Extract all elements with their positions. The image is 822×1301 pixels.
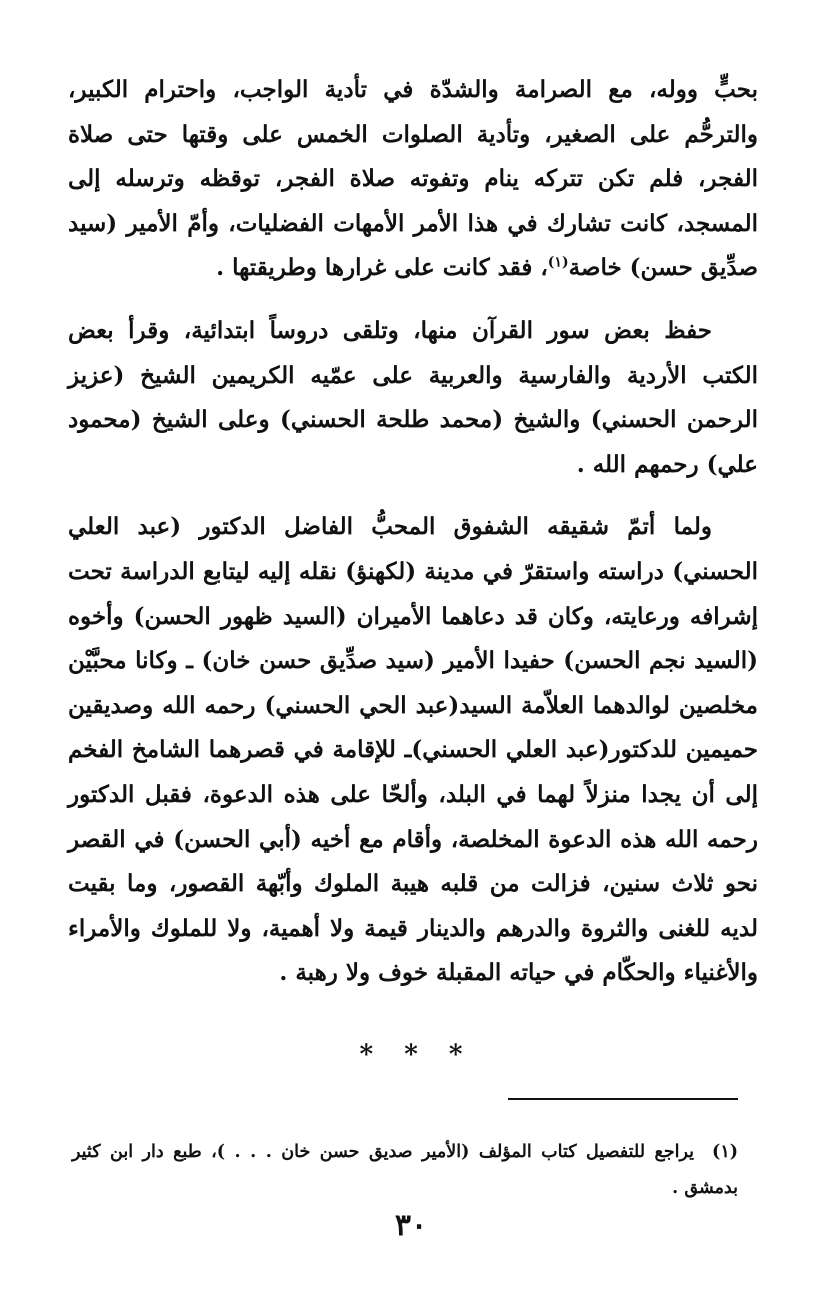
footnote-text: يراجع للتفصيل كتاب المؤلف (الأمير صديق حسن خان . . . )، طبع دار ابن كثير بدمشق . [72,1142,738,1198]
page-number: ٣٠ [394,1208,428,1243]
paragraph-3: ولما أتمّ شقيقه الشفوق المحبُّ الفاضل الدكتور (عبد العلي الحسني) دراسته واستقرّ في مدينة (لكهنؤ) نقله إليه ليتابع الدراسة تحت إشرافه ورعايته، وكان قد دعاهما الأميران (السيد ظهور الحسن) وأخوه (السيد نجم الحسن) حفيدا الأمير (سيد صدِّيق حسن خان) ـ وكانا محبَّيْن مخلصين لوالدهما العلاّمة السيد(عبد الحي الحسني) رحمه الله وصديقين حميمين للدكتور(عبد العلي الحسني)ـ للإقامة في قصرهما الشامخ الفخم إلى أن يجدا منزلاً لهما في البلد، وألحّا على هذه الدعوة، فقبل الدكتور رحمه الله هذه الدعوة المخلصة، وأقام مع أخيه (أبي الحسن) في القصر نحو ثلاث سنين، فزالت من قلبه هيبة الملوك وأبّهة القصور، وما بقيت لديه للغنى والثروة والدرهم والدينار قيمة ولا أهمية، ولا للملوك والأمراء والأغنياء والحكّام في حياته المقبلة خوف ولا رهبة . [68,513,758,987]
paragraph-1 [68,68,758,291]
body-text [68,68,758,996]
paragraph-1-tail: ، فقد كانت على غرارها وطريقتها . [216,254,548,282]
paragraph-2: حفظ بعض سور القرآن منها، وتلقى دروساً ابتدائية، وقرأ بعض الكتب الأردية والفارسية والعربية على عمّيه الكريمين الشيخ (عزيز الرحمن الحسني) والشيخ (محمد طلحة الحسني) وعلى الشيخ (محمود علي) رحمهم الله . [68,316,758,478]
paragraph-1-text: بحبٍّ ووله، مع الصرامة والشدّة في تأدية الواجب، واحترام الكبير، والترحُّم على الصغير، وتأدية الصلوات الخمس على وقتها حتى صلاة الفجر، فلم تكن تتركه ينام وتفوته صلاة الفجر، توقظه وترسله إلى المسجد، كانت تشارك في هذا الأمر الأمهات الفضليات، وأمّ الأمير (سيد صدِّيق حسن) خاصة [68,76,758,282]
section-separator: * * * [359,1040,463,1070]
footnote-rule [508,1098,738,1100]
footnote-marker: (١) [547,254,569,271]
footnote-number: (١) [712,1142,738,1162]
footnote [72,1134,738,1206]
